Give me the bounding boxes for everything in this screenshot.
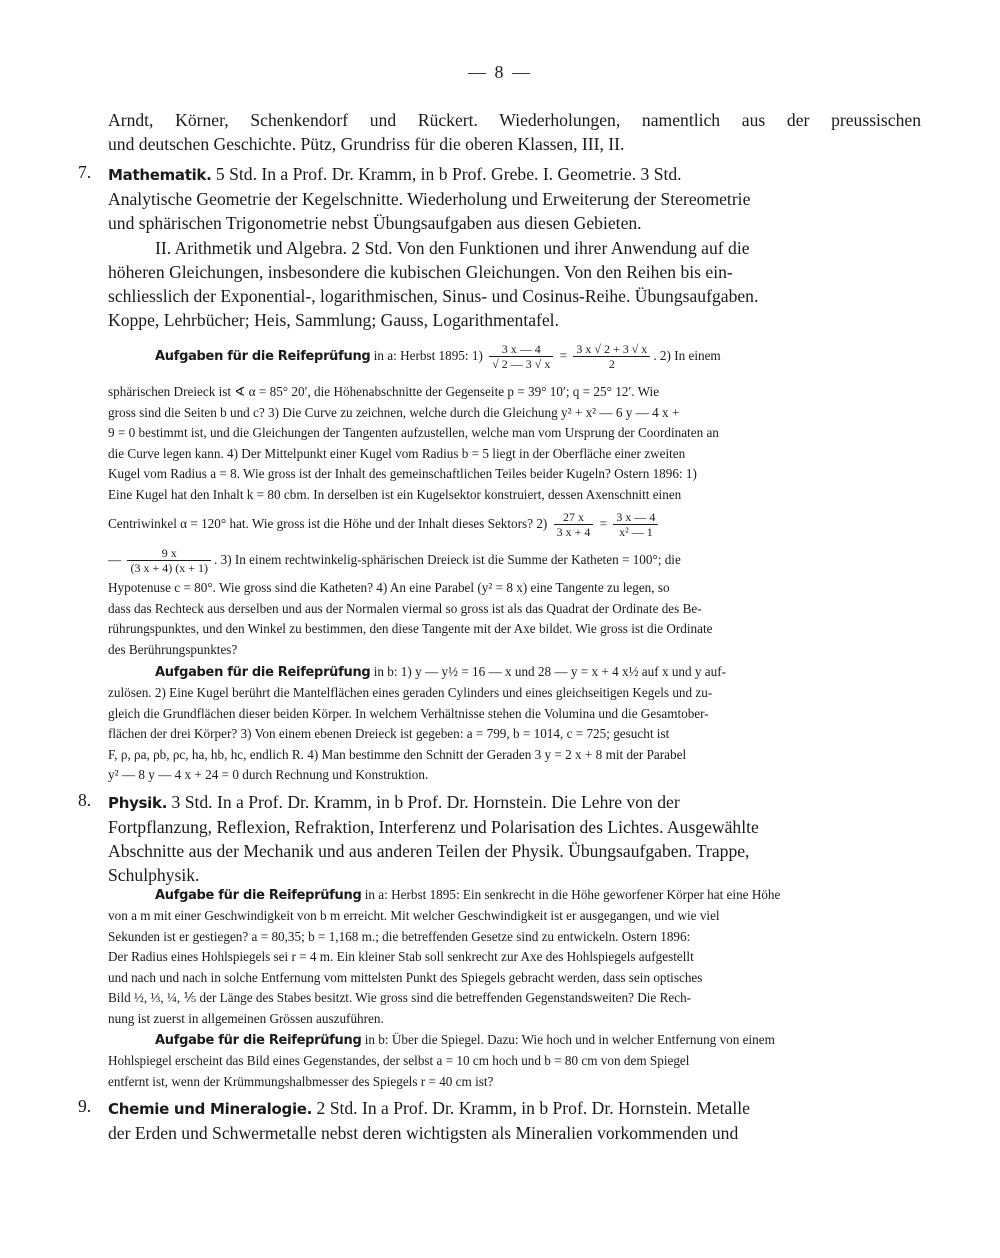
math-a-line-4: 9 = 0 bestimmt ist, und die Gleichungen der Tangenten aufzustellen, welche man vom Ursprung der Coordinaten an [108, 425, 719, 441]
chemie-line-2: der Erden und Schwermetalle nebst deren wichtigsten als Mineralien vorkommenden und [108, 1123, 739, 1143]
math-p2-line-3: schliesslich der Exponential-, logarithmischen, Sinus- und Cosinus-Reihe. Übungsaufgaben. [108, 286, 759, 306]
math-a-line-13: des Berührungspunktes? [108, 641, 238, 657]
section-number-chemie: 9. [78, 1096, 92, 1116]
math-a-line-10: Hypotenuse c = 80°. Wie gross sind die Katheten? 4) An eine Parabel (y² = 8 x) eine Tangente zu legen, so [108, 580, 670, 595]
math-p2-line-4: Koppe, Lehrbücher; Heis, Sammlung; Gauss, Logarithmentafel. [108, 310, 559, 330]
math-p1-line-3: und sphärischen Trigonometrie nebst Übungsaufgaben aus diesen Gebieten. [108, 213, 642, 233]
physik-b-line-1: in b: Über die Spiegel. Dazu: Wie hoch und in welcher Entfernung von einem [361, 1032, 775, 1047]
physik-a-line-4: Der Radius eines Hohlspiegels sei r = 4 m. Ein kleiner Stab soll senkrecht zur Axe des Hohlspiegels aufgestellt [108, 949, 694, 965]
physik-a-line-3: Sekunden ist er gestiegen? a = 80,35; b = 1,168 m.; die betreffenden Gesetze sind zu entwickeln. Ostern 1896: [108, 928, 691, 944]
physik-exercise-b-first-line [155, 1030, 921, 1052]
math-b-line-2: zulösen. 2) Eine Kugel berührt die Mantelflächen eines geraden Cylinders und eines gleichseitigen Kegels und zu- [108, 685, 713, 700]
math-exercise-b-first-line [155, 662, 921, 684]
physik-title: Physik. [108, 794, 168, 812]
physik-line-2: Fortpflanzung, Reflexion, Refraktion, Interferenz und Polarisation des Lichtes. Ausgewählte [108, 817, 759, 837]
equation-2-left: $\frac{27 x}{3 x + 4}$ [554, 510, 594, 539]
physik-exercise-b-heading: Aufgabe für die Reifeprüfung [155, 1033, 362, 1048]
math-p2-line-1: II. Arithmetik und Algebra. 2 Std. Von den Funktionen und ihrer Anwendung auf die [155, 238, 750, 258]
equation-3: $\frac{9 x}{(3 x + 4) (x + 1)}$ [127, 546, 211, 575]
page-number: — 8 — [468, 62, 532, 82]
math-a-line-7: Eine Kugel hat den Inhalt k = 80 cbm. In derselben ist ein Kugelsektor konstruiert, dessen Axenschnitt einen [108, 486, 682, 502]
equation-3-sign: — [108, 552, 122, 567]
physik-a-line-6: Bild ½, ⅓, ¼, ⅕ der Länge des Stabes besitzt. Wie gross sind die betreffenden Gegenstandsweiten? Die Rech- [108, 990, 692, 1006]
math-a-line-11: dass das Rechteck aus derselben und aus der Normalen viermal so gross ist als das Quadrat der Ordinate des Be- [108, 600, 702, 616]
section-number-physik: 8. [78, 790, 92, 810]
math-paragraph-1 [108, 162, 921, 235]
physik-exercise-a-first-line [155, 885, 921, 907]
math-paragraph-2 [155, 236, 921, 260]
intro-line-2: und deutschen Geschichte. Pütz, Grundriss für die oberen Klassen, III, II. [108, 134, 625, 154]
chemie-line-1: 2 Std. In a Prof. Dr. Kramm, in b Prof. Dr. Hornstein. Metalle [312, 1098, 750, 1118]
physik-exercise-a-body [108, 906, 921, 1030]
math-a-line-9: . 3) In einem rechtwinkelig-sphärischen Dreieck ist die Summe der Katheten = 100°; die [214, 552, 681, 567]
chemie-title: Chemie und Mineralogie. [108, 1100, 313, 1118]
physik-paragraph [108, 790, 921, 887]
math-a-line-8-row: Centriwinkel α = 120° hat. Wie gross ist die Höhe und der Inhalt dieses Sektors? 2) $\frac{27 x}{3 x + 4}$ = $\frac{3 x — 4}{\text{x² — 1}}$ [108, 506, 921, 542]
math-title: Mathematik. [108, 166, 212, 184]
math-teachers: 5 Std. In a Prof. Dr. Kramm, in b Prof. Grebe. I. Geometrie. 3 Std. [211, 164, 682, 184]
equation-1-left: $\frac{3 x — 4}{√ 2 — 3 √ x}$ [489, 342, 553, 371]
physik-b-line-2: Hohlspiegel erscheint das Bild eines Gegenstandes, der selbst a = 10 cm hoch und b = 80 cm von dem Spiegel [108, 1053, 690, 1068]
math-a-line-9-row [108, 542, 921, 578]
math-exercise-a-intro: in a: Herbst 1895: 1) [370, 348, 483, 363]
intro-line-1: Arndt, Körner, Schenkendorf und Rückert. Wiederholungen, namentlich aus der preussischen [108, 110, 921, 130]
math-b-line-4: flächen der drei Körper? 3) Von einem ebenen Dreieck ist gegeben: a = 799, b = 1014, c = 725; gesucht ist [108, 726, 670, 742]
physik-exercise-b-body [108, 1051, 921, 1092]
section-number-math: 7. [78, 162, 92, 182]
math-exercise-a-body [108, 382, 921, 506]
math-a-line-5: die Curve legen kann. 4) Der Mittelpunkt einer Kugel vom Radius b = 5 liegt in der Oberfläche einer zweiten [108, 445, 686, 461]
math-a-line-8: Centriwinkel α = 120° hat. Wie gross ist die Höhe und der Inhalt dieses Sektors? 2) [108, 516, 548, 531]
math-exercise-b-body [108, 683, 921, 786]
math-exercise-a-heading: Aufgaben für die Reifeprüfung [155, 349, 371, 364]
math-a-line-3: gross sind die Seiten b und c? 3) Die Curve zu zeichnen, welche durch die Gleichung y² + x² — 6 y — 4 x + [108, 404, 680, 420]
math-exercise-b-heading: Aufgaben für die Reifeprüfung [155, 665, 371, 680]
math-a-line-12: rührungspunktes, und den Winkel zu bestimmen, den diese Tangente mit der Axe bildet. Wie gross ist die Ordinate [108, 621, 713, 637]
equation-1-right: $\frac{3 x √ 2 + 3 √ x}{2}$ [573, 342, 650, 371]
math-p1-line-2: Analytische Geometrie der Kegelschnitte. Wiederholung und Erweiterung der Stereometrie [108, 189, 751, 209]
physik-a-line-1: in a: Herbst 1895: Ein senkrecht in die Höhe geworfener Körper hat eine Höhe [361, 887, 781, 902]
math-b-line-5: F, ρ, ρa, ρb, ρc, ha, hb, hc, endlich R. 4) Man bestimme den Schnitt der Geraden 3 y = 2 x + 8 mit der Parabel [108, 746, 687, 762]
physik-line-1: 3 Std. In a Prof. Dr. Kramm, in b Prof. Dr. Hornstein. Die Lehre von der [167, 792, 680, 812]
chemie-paragraph [108, 1096, 921, 1145]
physik-a-line-5: und nach und nach in solche Entfernung vom mittelsten Punkt des Spiegels gebracht werden, dass sein optisches [108, 969, 703, 985]
math-b-line-6: y² — 8 y — 4 x + 24 = 0 durch Rechnung und Konstruktion. [108, 767, 429, 783]
physik-exercise-a-heading: Aufgabe für die Reifeprüfung [155, 888, 362, 903]
physik-b-line-3: entfernt ist, wenn der Krümmungshalbmesser des Spiegels r = 40 cm ist? [108, 1073, 494, 1089]
math-exercise-a-after-eq1: . 2) In einem [653, 348, 721, 363]
math-b-line-1: in b: 1) y — y½ = 16 — x und 28 — y = x + 4 x½ auf x und y auf- [370, 664, 727, 679]
math-b-line-3: gleich die Grundflächen dieser beiden Körper. In welchem Verhältnisse stehen die Volumina und die Gesamtober- [108, 705, 709, 721]
math-a-line-6: Kugel vom Radius a = 8. Wie gross ist der Inhalt des gemeinschaftlichen Teiles beider Kugeln? Ostern 1896: 1) [108, 466, 697, 482]
equation-2-right: $\frac{3 x — 4}{\text{x² — 1}}$ [613, 510, 658, 539]
physik-line-3: Abschnitte aus der Mechanik und aus anderen Teilen der Physik. Übungsaufgaben. Trappe, [108, 841, 750, 861]
physik-a-line-2: von a m mit einer Geschwindigkeit von b m erreicht. Mit welcher Geschwindigkeit ist er ausgegangen, und wie viel [108, 908, 720, 923]
physik-line-4: Schulphysik. [108, 865, 200, 885]
physik-a-line-7: nung ist zuerst in allgemeinen Grössen auszuführen. [108, 1010, 384, 1026]
math-a-line-2: sphärischen Dreieck ist ∢ α = 85° 20′, die Höhenabschnitte der Gegenseite p = 39° 10′; q = 25° 12′. Wie [108, 384, 660, 399]
math-paragraph-2-cont [108, 260, 921, 332]
math-p2-line-2: höheren Gleichungen, insbesondere die kubischen Gleichungen. Von den Reihen bis ein- [108, 262, 733, 282]
math-exercise-a-tail [108, 578, 921, 660]
intro-paragraph [108, 108, 921, 156]
math-exercise-a-first-line: Aufgaben für die Reifeprüfung in a: Herbst 1895: 1) $\frac{3 x — 4}{√ 2 — 3 √ x}$ = $\frac{3 x √ 2 + 3 √ x}{2}$ . 2) In einem [155, 342, 721, 372]
